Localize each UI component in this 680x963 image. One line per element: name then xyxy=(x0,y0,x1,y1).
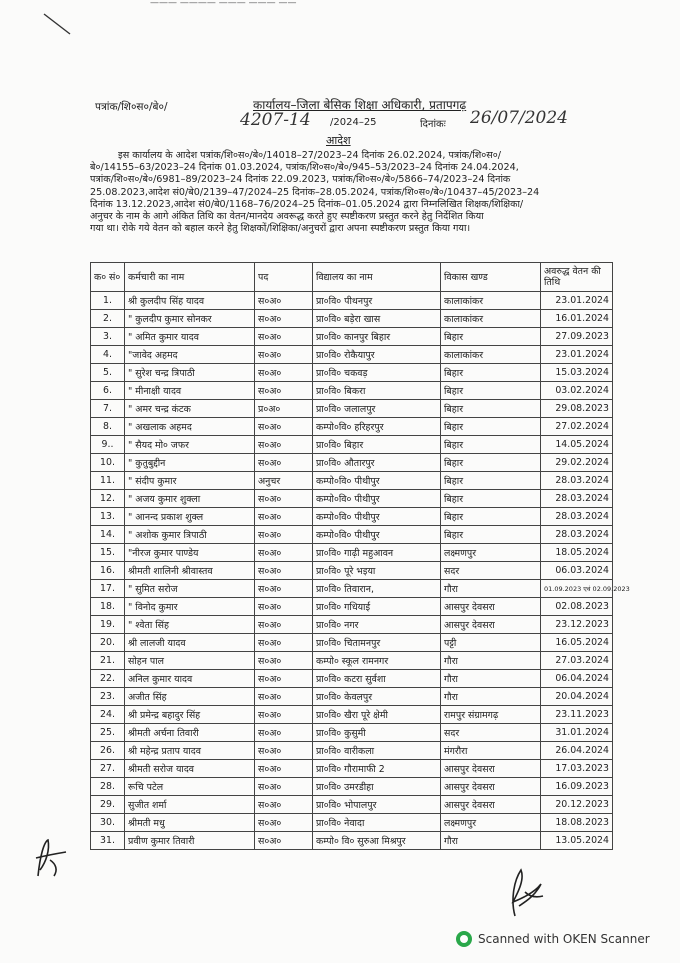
serial-cell: 28. xyxy=(91,778,125,796)
serial-cell: 13. xyxy=(91,508,125,526)
table-row xyxy=(91,724,613,742)
blocked-date-cell: 28.03.2024 xyxy=(541,490,613,508)
table-row xyxy=(91,508,613,526)
school-cell: प्रा०वि० कानपुर बिहार xyxy=(313,328,441,346)
blocked-date-cell: 03.02.2024 xyxy=(541,382,613,400)
table-row xyxy=(91,778,613,796)
table-row xyxy=(91,346,613,364)
block-cell: बिहार xyxy=(441,400,541,418)
employee-name-cell: श्री लालजी यादव xyxy=(125,634,255,652)
block-cell: आसपुर देवसरा xyxy=(441,796,541,814)
blocked-date-cell: 18.08.2023 xyxy=(541,814,613,832)
block-cell: कालाकांकर xyxy=(441,292,541,310)
serial-cell: 16. xyxy=(91,562,125,580)
block-cell: आसपुर देवसरा xyxy=(441,616,541,634)
table-body xyxy=(91,292,630,850)
serial-cell: 4. xyxy=(91,346,125,364)
table-row xyxy=(91,688,613,706)
serial-cell: 15. xyxy=(91,544,125,562)
blocked-date-cell: 23.12.2023 xyxy=(541,616,613,634)
employee-name-cell: "जावेद अहमद xyxy=(125,346,255,364)
serial-cell: 26. xyxy=(91,742,125,760)
block-cell: बिहार xyxy=(441,418,541,436)
body-line: 25.08.2023,आदेश सं0/बे0/2139–47/2024–25 दिनांक–28.05.2024, पत्रांक/शि०स०/बे०/10437–45/2023–24 xyxy=(90,186,540,198)
body-line: पत्रांक/शि०स०/बे०/6981–89/2023–24 दिनांक 22.09.2023, पत्रांक/शि०स०/बे०/5866–74/2023–24 दिनांक xyxy=(90,174,511,186)
header-post: पद xyxy=(255,263,313,292)
serial-cell: 19. xyxy=(91,616,125,634)
post-cell: स०अ० xyxy=(255,544,313,562)
employee-name-cell: " सैयद मो० जफर xyxy=(125,436,255,454)
block-cell: गौरा xyxy=(441,670,541,688)
employee-name-cell: श्री कुलदीप सिंह यादव xyxy=(125,292,255,310)
school-cell: प्रा०वि० गधियाई xyxy=(313,598,441,616)
school-cell: प्रा०वि० वारीकला xyxy=(313,742,441,760)
employee-name-cell: " अजय कुमार शुक्ला xyxy=(125,490,255,508)
blocked-date-cell: 27.02.2024 xyxy=(541,418,613,436)
serial-cell: 25. xyxy=(91,724,125,742)
blocked-date-cell: 26.04.2024 xyxy=(541,742,613,760)
table-row xyxy=(91,382,613,400)
school-cell: प्रा०वि० गौरामाफी 2 xyxy=(313,760,441,778)
serial-cell: 11. xyxy=(91,472,125,490)
post-cell: प्र०अ० xyxy=(255,400,313,418)
employee-name-cell: " अशोक कुमार त्रिपाठी xyxy=(125,526,255,544)
post-cell: स०अ० xyxy=(255,634,313,652)
post-cell: स०अ० xyxy=(255,832,313,850)
post-cell: स०अ० xyxy=(255,760,313,778)
employee-name-cell: श्रीमती शालिनी श्रीवास्तव xyxy=(125,562,255,580)
school-cell: कम्पो०वि० पीथीपुर xyxy=(313,526,441,544)
block-cell: बिहार xyxy=(441,508,541,526)
serial-cell: 10. xyxy=(91,454,125,472)
blocked-date-cell: 13.05.2024 xyxy=(541,832,613,850)
header-employee-name: कर्मचारी का नाम xyxy=(125,263,255,292)
school-cell: प्रा०वि० रोकैयापुर xyxy=(313,346,441,364)
pen-stroke-mark xyxy=(40,8,80,38)
table-header-row xyxy=(91,263,613,292)
block-cell: गौरा xyxy=(441,580,541,598)
post-cell: स०अ० xyxy=(255,292,313,310)
school-cell: प्रा०वि० खैरा पूरे क्षेमी xyxy=(313,706,441,724)
employee-name-cell: " कुलदीप कुमार सोनकर xyxy=(125,310,255,328)
blocked-date-cell: 27.03.2024 xyxy=(541,652,613,670)
cropped-top-text: ——— ———— ——— ——— —— xyxy=(150,0,297,8)
school-cell: कम्पो०वि० पीथीपुर xyxy=(313,508,441,526)
block-cell: बिहार xyxy=(441,526,541,544)
employee-name-cell: अनिल कुमार यादव xyxy=(125,670,255,688)
table-row xyxy=(91,814,613,832)
serial-cell: 2. xyxy=(91,310,125,328)
school-cell: प्रा०वि० बड़ेरा खास xyxy=(313,310,441,328)
signature-mark-left xyxy=(30,836,70,882)
salary-table xyxy=(90,262,630,850)
table-row xyxy=(91,562,613,580)
serial-cell: 8. xyxy=(91,418,125,436)
serial-cell: 3. xyxy=(91,328,125,346)
post-cell: स०अ० xyxy=(255,598,313,616)
block-cell: आसपुर देवसरा xyxy=(441,778,541,796)
post-cell: स०अ० xyxy=(255,310,313,328)
body-line: बे०/14155–63/2023–24 दिनांक 01.03.2024, पत्रांक/शि०स०/बे०/945–53/2023–24 दिनांक 24.04.2024, xyxy=(90,162,519,174)
block-cell: सदर xyxy=(441,724,541,742)
post-cell: स०अ० xyxy=(255,652,313,670)
table-row xyxy=(91,526,613,544)
post-cell: स०अ० xyxy=(255,778,313,796)
school-cell: कम्पो०वि० पीथीपुर xyxy=(313,490,441,508)
table-row xyxy=(91,310,613,328)
employee-name-cell: " अमित कुमार यादव xyxy=(125,328,255,346)
blocked-date-cell: 27.09.2023 xyxy=(541,328,613,346)
school-cell: प्रा०वि० उमरडीहा xyxy=(313,778,441,796)
post-cell: स०अ० xyxy=(255,580,313,598)
post-cell: स०अ० xyxy=(255,796,313,814)
blocked-date-cell: 20.04.2024 xyxy=(541,688,613,706)
post-cell: स०अ० xyxy=(255,742,313,760)
employee-name-cell: श्रीमती अर्चना तिवारी xyxy=(125,724,255,742)
school-cell: कम्पो० स्कूल रामनगर xyxy=(313,652,441,670)
blocked-date-cell: 20.12.2023 xyxy=(541,796,613,814)
blocked-date-cell: 16.01.2024 xyxy=(541,310,613,328)
table-row xyxy=(91,454,613,472)
employee-name-cell: " अमर चन्द्र कंटक xyxy=(125,400,255,418)
blocked-date-cell: 29.08.2023 xyxy=(541,400,613,418)
serial-cell: 9.. xyxy=(91,436,125,454)
table-row xyxy=(91,436,613,454)
employee-name-cell: " कुतुबुद्दीन xyxy=(125,454,255,472)
school-cell: प्रा०वि० चकवड़ xyxy=(313,364,441,382)
school-cell: कम्पो०वि० पीथीपुर xyxy=(313,472,441,490)
post-cell: स०अ० xyxy=(255,670,313,688)
table-row xyxy=(91,328,613,346)
table-row xyxy=(91,742,613,760)
block-cell: सदर xyxy=(441,562,541,580)
scanner-watermark xyxy=(456,931,650,947)
serial-cell: 20. xyxy=(91,634,125,652)
serial-cell: 23. xyxy=(91,688,125,706)
scanner-text: Scanned with OKEN Scanner xyxy=(478,932,650,946)
table-row xyxy=(91,796,613,814)
employee-name-cell: श्रीमती मधु xyxy=(125,814,255,832)
school-cell: प्रा०वि० केवलपुर xyxy=(313,688,441,706)
blocked-date-cell: 01.09.2023 एवं 02.09.2023 xyxy=(541,580,613,598)
header-block: विकास खण्ड xyxy=(441,263,541,292)
table-row xyxy=(91,472,613,490)
employee-name-cell: " मीनाक्षी यादव xyxy=(125,382,255,400)
table-row xyxy=(91,760,613,778)
blocked-date-cell: 18.05.2024 xyxy=(541,544,613,562)
block-cell: बिहार xyxy=(441,382,541,400)
employee-name-cell: रूचि पटेल xyxy=(125,778,255,796)
table-row xyxy=(91,634,613,652)
header-serial: क० सं० xyxy=(91,263,125,292)
employee-name-cell: " विनोद कुमार xyxy=(125,598,255,616)
school-cell: प्रा०वि० गाढ़ी महुआवन xyxy=(313,544,441,562)
order-body xyxy=(90,150,610,235)
school-cell: प्रा०वि० चितामनपुर xyxy=(313,634,441,652)
block-cell: गौरा xyxy=(441,652,541,670)
employee-name-cell: "नीरज कुमार पाण्डेय xyxy=(125,544,255,562)
employee-name-cell: " अखलाक अहमद xyxy=(125,418,255,436)
block-cell: गौरा xyxy=(441,832,541,850)
serial-cell: 1. xyxy=(91,292,125,310)
employee-name-cell: सोहन पाल xyxy=(125,652,255,670)
table-row xyxy=(91,490,613,508)
table-row xyxy=(91,598,613,616)
blocked-date-cell: 15.03.2024 xyxy=(541,364,613,382)
school-cell: प्रा०वि० पीथनपुर xyxy=(313,292,441,310)
block-cell: कालाकांकर xyxy=(441,346,541,364)
school-cell: प्रा०वि० औतारपुर xyxy=(313,454,441,472)
header-blocked-salary-date: अवरुद्ध वेतन की तिथि xyxy=(541,263,613,292)
serial-cell: 22. xyxy=(91,670,125,688)
school-cell: प्रा०वि० नेवादा xyxy=(313,814,441,832)
blocked-date-cell: 23.01.2024 xyxy=(541,346,613,364)
blocked-date-cell: 16.09.2023 xyxy=(541,778,613,796)
serial-cell: 18. xyxy=(91,598,125,616)
school-cell: प्रा०वि० बिहार xyxy=(313,436,441,454)
school-cell: प्रा०वि० पूरे भइया xyxy=(313,562,441,580)
body-line: अनुचर के नाम के आगे अंकित तिथि का वेतन/मानदेय अवरूद्ध करते हुए स्पष्टीकरण प्रस्तुत करने हेतु निर्देशित किया xyxy=(90,211,484,223)
blocked-date-cell: 31.01.2024 xyxy=(541,724,613,742)
post-cell: स०अ० xyxy=(255,616,313,634)
order-title: आदेश xyxy=(326,134,351,147)
school-cell: प्रा०वि० जलालपुर xyxy=(313,400,441,418)
blocked-date-cell: 14.05.2024 xyxy=(541,436,613,454)
school-cell: कम्पो० वि० सुरुआ मिश्रपुर xyxy=(313,832,441,850)
serial-cell: 5. xyxy=(91,364,125,382)
table-row xyxy=(91,400,613,418)
employee-name-cell: " सुमित सरोज xyxy=(125,580,255,598)
employee-name-cell: अजीत सिंह xyxy=(125,688,255,706)
blocked-date-cell: 06.04.2024 xyxy=(541,670,613,688)
block-cell: आसपुर देवसरा xyxy=(441,598,541,616)
post-cell: स०अ० xyxy=(255,508,313,526)
blocked-date-cell: 29.02.2024 xyxy=(541,454,613,472)
header-school-name: विद्यालय का नाम xyxy=(313,263,441,292)
table-row xyxy=(91,616,613,634)
post-cell: स०अ० xyxy=(255,328,313,346)
table-row xyxy=(91,292,613,310)
post-cell: स०अ० xyxy=(255,490,313,508)
blocked-date-cell: 17.03.2023 xyxy=(541,760,613,778)
serial-cell: 17. xyxy=(91,580,125,598)
blocked-date-cell: 28.03.2024 xyxy=(541,526,613,544)
block-cell: बिहार xyxy=(441,454,541,472)
serial-cell: 14. xyxy=(91,526,125,544)
table-row xyxy=(91,706,613,724)
table-row xyxy=(91,418,613,436)
block-cell: आसपुर देवसरा xyxy=(441,760,541,778)
blocked-date-cell: 28.03.2024 xyxy=(541,508,613,526)
block-cell: बिहार xyxy=(441,436,541,454)
block-cell: बिहार xyxy=(441,472,541,490)
table-row xyxy=(91,580,613,598)
employee-name-cell: " श्वेता सिंह xyxy=(125,616,255,634)
block-cell: बिहार xyxy=(441,364,541,382)
post-cell: स०अ० xyxy=(255,814,313,832)
post-cell: स०अ० xyxy=(255,436,313,454)
employee-name-cell: श्री महेन्द्र प्रताप यादव xyxy=(125,742,255,760)
blocked-date-cell: 23.01.2024 xyxy=(541,292,613,310)
employee-name-cell: श्रीमती सरोज यादव xyxy=(125,760,255,778)
block-cell: बिहार xyxy=(441,490,541,508)
post-cell: स०अ० xyxy=(255,382,313,400)
employee-name-cell: " संदीप कुमार xyxy=(125,472,255,490)
block-cell: कालाकांकर xyxy=(441,310,541,328)
serial-cell: 31. xyxy=(91,832,125,850)
reference-label: पत्रांक/शि०स०/बे०/ xyxy=(95,101,168,113)
body-line: गया था। रोके गये वेतन को बहाल करने हेतु शिक्षकों/शिक्षिका/अनुचरों द्वारा अपना स्पष्टीकरण प्रस्तुत किया गया। xyxy=(90,223,471,235)
table-row xyxy=(91,670,613,688)
blocked-date-cell: 02.08.2023 xyxy=(541,598,613,616)
post-cell: स०अ० xyxy=(255,364,313,382)
block-cell: पट्टी xyxy=(441,634,541,652)
block-cell: लक्ष्मणपुर xyxy=(441,544,541,562)
block-cell: लक्ष्मणपुर xyxy=(441,814,541,832)
post-cell: स०अ० xyxy=(255,526,313,544)
post-cell: स०अ० xyxy=(255,346,313,364)
post-cell: स०अ० xyxy=(255,562,313,580)
school-cell: प्रा०वि० कटरा सुर्वशा xyxy=(313,670,441,688)
blocked-date-cell: 06.03.2024 xyxy=(541,562,613,580)
block-cell: रामपुर संग्रामगढ़ xyxy=(441,706,541,724)
serial-cell: 29. xyxy=(91,796,125,814)
serial-cell: 21. xyxy=(91,652,125,670)
body-line: इस कार्यालय के आदेश पत्रांक/शि०स०/बे०/14018–27/2023–24 दिनांक 26.02.2024, पत्रांक/शि०स०/ xyxy=(118,150,501,161)
school-cell: कम्पो०वि० हरिहरपुर xyxy=(313,418,441,436)
employee-name-cell: " आनन्द प्रकाश शुक्ल xyxy=(125,508,255,526)
block-cell: गौरा xyxy=(441,688,541,706)
post-cell: अनुचर xyxy=(255,472,313,490)
school-cell: प्रा०वि० भोपालपुर xyxy=(313,796,441,814)
blocked-date-cell: 28.03.2024 xyxy=(541,472,613,490)
school-cell: प्रा०वि० बिकरा xyxy=(313,382,441,400)
handwritten-ref-number: 4207-14 xyxy=(240,110,311,130)
blocked-date-cell: 23.11.2023 xyxy=(541,706,613,724)
table-row xyxy=(91,364,613,382)
employee-name-cell: सुजीत शर्मा xyxy=(125,796,255,814)
post-cell: स०अ० xyxy=(255,706,313,724)
post-cell: स०अ० xyxy=(255,454,313,472)
table-row xyxy=(91,832,613,850)
serial-cell: 30. xyxy=(91,814,125,832)
official-signature xyxy=(495,862,555,922)
post-cell: स०अ० xyxy=(255,418,313,436)
serial-cell: 6. xyxy=(91,382,125,400)
serial-cell: 24. xyxy=(91,706,125,724)
employee-name-cell: श्री प्रमेन्द्र बहादुर सिंह xyxy=(125,706,255,724)
post-cell: स०अ० xyxy=(255,688,313,706)
serial-cell: 12. xyxy=(91,490,125,508)
session-year: /2024–25 xyxy=(330,117,377,128)
block-cell: मंगरौरा xyxy=(441,742,541,760)
serial-cell: 7. xyxy=(91,400,125,418)
post-cell: स०अ० xyxy=(255,724,313,742)
school-cell: प्रा०वि० तिवारान, xyxy=(313,580,441,598)
handwritten-date: 26/07/2024 xyxy=(470,108,568,128)
serial-cell: 27. xyxy=(91,760,125,778)
table-row xyxy=(91,652,613,670)
block-cell: बिहार xyxy=(441,328,541,346)
employee-name-cell: " सुरेश चन्द्र त्रिपाठी xyxy=(125,364,255,382)
office-title: कार्यालय–जिला बेसिक शिक्षा अधिकारी, प्रतापगढ़ xyxy=(253,98,467,112)
table-row xyxy=(91,544,613,562)
school-cell: प्रा०वि० कुसुमी xyxy=(313,724,441,742)
scanner-logo-icon xyxy=(456,931,472,947)
date-label: दिनांकः xyxy=(420,119,446,130)
employee-name-cell: प्रवीण कुमार तिवारी xyxy=(125,832,255,850)
school-cell: प्रा०वि० नगर xyxy=(313,616,441,634)
body-line: दिनांक 13.12.2023,आदेश सं0/बे0/1168–76/2024–25 दिनांक–01.05.2024 द्वारा निम्नलिखित शिक्षक/शिक्षिका/ xyxy=(90,198,524,210)
blocked-date-cell: 16.05.2024 xyxy=(541,634,613,652)
